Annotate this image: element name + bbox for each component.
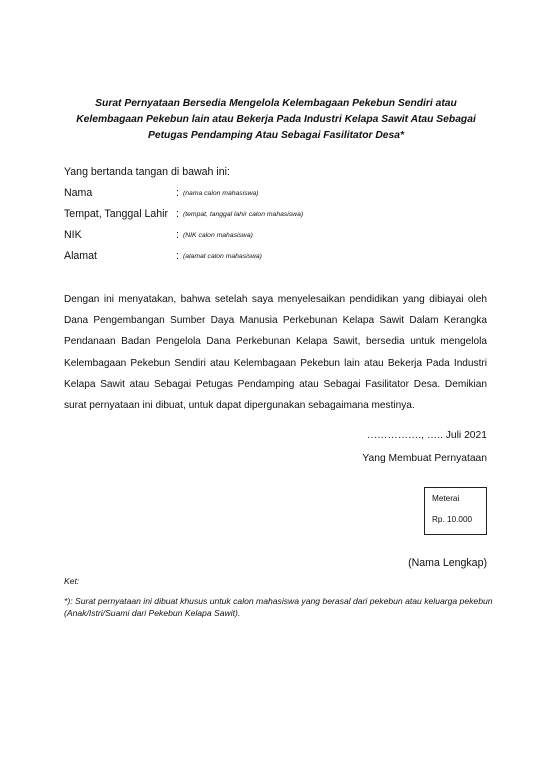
field-label: Tempat, Tanggal Lahir bbox=[64, 208, 169, 220]
signer-label: Yang Membuat Pernyataan bbox=[362, 453, 487, 464]
footnote: *): Surat pernyataan ini dibuat khusus untuk calon mahasiswa yang berasal dari pekebun atau keluarga pekebun (Anak/Istri/Suami dari Pekebun Kelapa Sawit). bbox=[64, 596, 493, 618]
field-colon: : bbox=[176, 208, 179, 220]
field-colon: : bbox=[176, 187, 179, 199]
stamp-box bbox=[424, 487, 487, 535]
stamp-value: Rp. 10.000 bbox=[432, 515, 473, 524]
field-row-nama bbox=[64, 187, 494, 201]
field-colon: : bbox=[176, 229, 179, 241]
field-label: NIK bbox=[64, 229, 82, 241]
stamp-label: Meterai bbox=[432, 494, 460, 503]
field-value: (nama calon mahasiswa) bbox=[183, 190, 259, 197]
field-row-alamat bbox=[64, 250, 494, 264]
field-row-tempat-tanggal-lahir bbox=[64, 208, 494, 222]
field-colon: : bbox=[176, 250, 179, 262]
field-value: (tempat, tanggal lahir calon mahasiswa) bbox=[183, 211, 304, 218]
field-value: (alamat calon mahasiswa) bbox=[183, 253, 262, 260]
field-label: Alamat bbox=[64, 250, 97, 262]
intro-text: Yang bertanda tangan di bawah ini: bbox=[64, 166, 230, 178]
field-label: Nama bbox=[64, 187, 93, 199]
title-line-1: Surat Pernyataan Bersedia Mengelola Kelembagaan Pekebun Sendiri atau bbox=[95, 98, 457, 109]
title-line-3: Petugas Pendamping Atau Sebagai Fasilitator Desa* bbox=[148, 130, 404, 141]
date-line: ……………., ….. Juli 2021 bbox=[366, 430, 487, 441]
field-value: (NIK calon mahasiswa) bbox=[183, 232, 253, 239]
statement-paragraph: Dengan ini menyatakan, bahwa setelah saya menyelesaikan pendidikan yang dibiayai oleh Dana Pengembangan Sumber Daya Manusia Perkebunan Kelapa Sawit Dalam Kerangka Pendanaan Badan Pengelola Dana Perkebunan Kelapa Sawit, bersedia untuk mengelola Kelembagaan Pekebun Sendiri atau Kelembagaan Pekebun lain atau Bekerja Pada Industri Kelapa Sawit atau Sebagai Petugas Pendamping atau Sebagai Fasilitator Desa. Demikian surat pernyataan ini dibuat, untuk dapat dipergunakan sebagaimana mestinya. bbox=[64, 294, 487, 412]
note-heading: Ket: bbox=[64, 576, 80, 586]
title-line-2: Kelembagaan Pekebun lain atau Bekerja Pada Industri Kelapa Sawit Atau Sebagai bbox=[76, 114, 476, 125]
full-name-placeholder: (Nama Lengkap) bbox=[408, 557, 487, 569]
field-row-nik bbox=[64, 229, 494, 243]
document-title bbox=[64, 96, 488, 144]
